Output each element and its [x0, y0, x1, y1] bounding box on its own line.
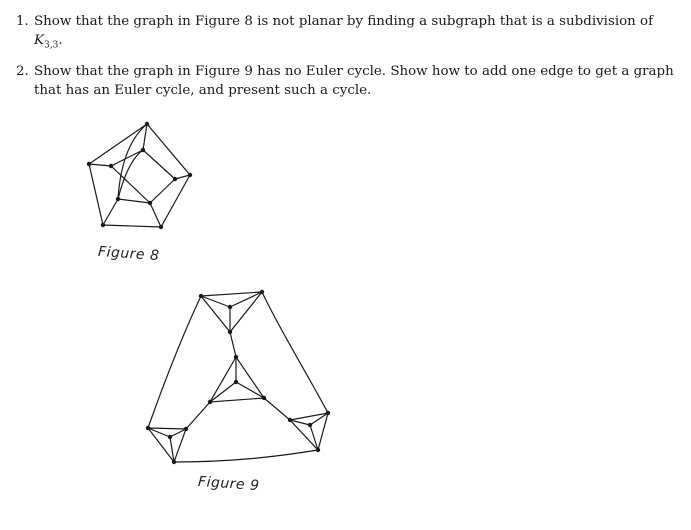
edge	[89, 124, 190, 227]
vertex	[262, 396, 266, 400]
vertex	[234, 355, 238, 359]
vertex	[116, 197, 120, 201]
edge	[236, 382, 264, 398]
problem-number: 1.	[16, 14, 29, 29]
vertex	[101, 223, 105, 227]
vertex	[109, 164, 113, 168]
vertex	[208, 400, 212, 404]
problem-number: 2.	[16, 63, 29, 79]
math-subscript: 3,3	[44, 40, 59, 51]
figure-9-caption: Figure 9	[197, 473, 260, 495]
vertex	[168, 435, 172, 439]
problem-text-end: .	[58, 33, 63, 48]
vertex	[159, 225, 163, 229]
figure-8-caption: Figure 8	[97, 243, 160, 265]
vertex	[141, 148, 145, 152]
vertex	[288, 418, 292, 422]
problem-text: Show that the graph in Figure 9 has no Euler cycle. Show how to add one edge to get a graph that has an Euler cycle, and present such a cycle.	[34, 63, 674, 98]
edge	[201, 292, 262, 332]
edge	[210, 382, 236, 402]
edge	[150, 179, 175, 203]
vertex	[316, 448, 320, 452]
vertex	[184, 427, 188, 431]
edge	[174, 450, 318, 462]
vertex	[146, 426, 150, 430]
vertex	[173, 177, 177, 181]
edge	[89, 164, 111, 166]
edge	[143, 150, 175, 179]
vertex	[308, 423, 312, 427]
vertex	[148, 201, 152, 205]
edge	[230, 332, 236, 357]
vertex	[326, 411, 330, 415]
edge	[148, 428, 186, 462]
edge	[148, 296, 201, 428]
edge	[103, 199, 118, 225]
edge	[186, 402, 210, 429]
vertex	[260, 290, 264, 294]
edge	[118, 150, 143, 199]
vertex	[199, 294, 203, 298]
math-symbol: K	[34, 33, 45, 48]
vertex	[87, 162, 91, 166]
vertex	[145, 122, 149, 126]
vertex	[228, 305, 232, 309]
edge	[290, 413, 328, 450]
vertex	[188, 173, 192, 177]
vertex	[228, 330, 232, 334]
vertex	[234, 380, 238, 384]
figure-9-graph	[148, 292, 328, 462]
problem-text-part: Show that the graph in Figure 8 is not planar by finding a subgraph that is a subdivision of	[34, 14, 654, 29]
edge	[118, 199, 150, 203]
vertex	[172, 460, 176, 464]
edge	[262, 292, 328, 413]
edge	[150, 203, 161, 227]
edge	[264, 398, 290, 420]
